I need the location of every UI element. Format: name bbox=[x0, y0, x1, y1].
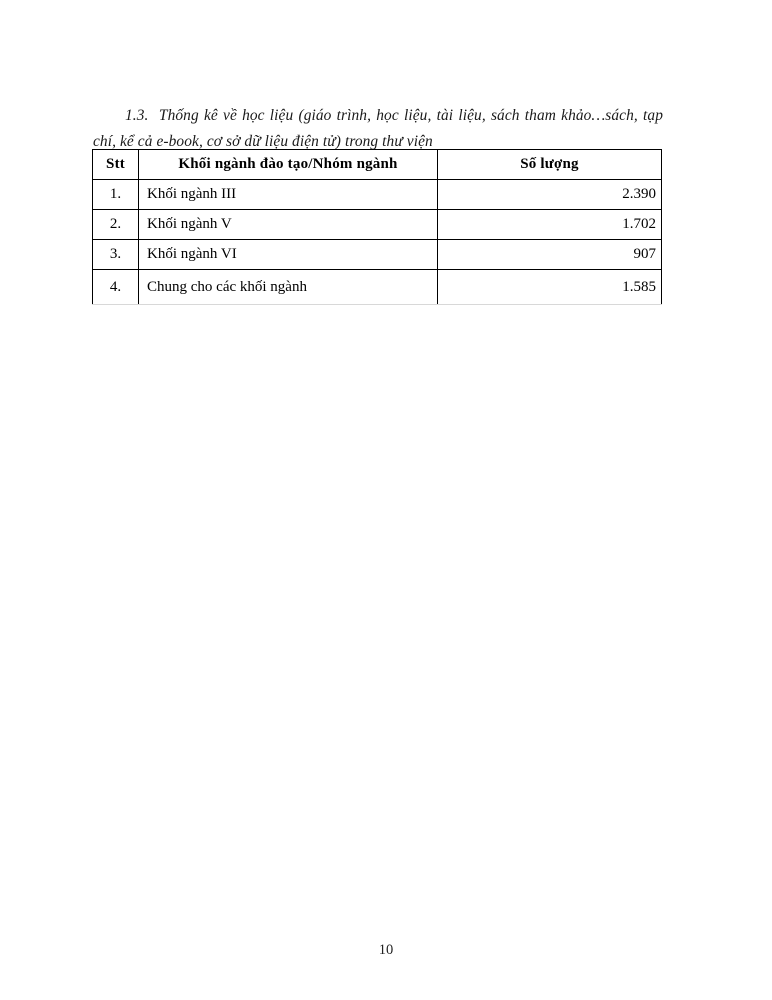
table-header-row bbox=[93, 150, 662, 180]
table-row bbox=[93, 240, 662, 270]
page-number: 10 bbox=[378, 942, 394, 958]
cell-quantity: 1.702 bbox=[438, 210, 662, 240]
cell-stt: 3. bbox=[93, 240, 139, 270]
cell-discipline-group: Khối ngành III bbox=[139, 180, 438, 210]
column-header-quantity: Số lượng bbox=[438, 150, 662, 180]
section-number: 1.3. bbox=[125, 107, 149, 125]
table-row bbox=[93, 180, 662, 210]
cell-stt: 1. bbox=[93, 180, 139, 210]
table-row bbox=[93, 270, 662, 305]
column-header-discipline-group: Khối ngành đào tạo/Nhóm ngành bbox=[139, 150, 438, 180]
table-row bbox=[93, 210, 662, 240]
cell-quantity: 1.585 bbox=[438, 270, 662, 305]
cell-stt: 4. bbox=[93, 270, 139, 305]
cell-discipline-group: Khối ngành V bbox=[139, 210, 438, 240]
table-body bbox=[93, 180, 662, 305]
section-heading bbox=[93, 103, 663, 155]
cell-quantity: 2.390 bbox=[438, 180, 662, 210]
cell-discipline-group: Chung cho các khối ngành bbox=[139, 270, 438, 305]
cell-discipline-group: Khối ngành VI bbox=[139, 240, 438, 270]
cell-quantity: 907 bbox=[438, 240, 662, 270]
learning-materials-table bbox=[92, 149, 662, 305]
section-heading-text: Thống kê về học liệu (giáo trình, học liệu, tài liệu, sách tham khảo…sách, tạp chí, kể cả e-book, cơ sở dữ liệu điện tử) trong thư viện bbox=[93, 107, 663, 151]
cell-stt: 2. bbox=[93, 210, 139, 240]
column-header-stt: Stt bbox=[93, 150, 139, 180]
table-header bbox=[93, 150, 662, 180]
